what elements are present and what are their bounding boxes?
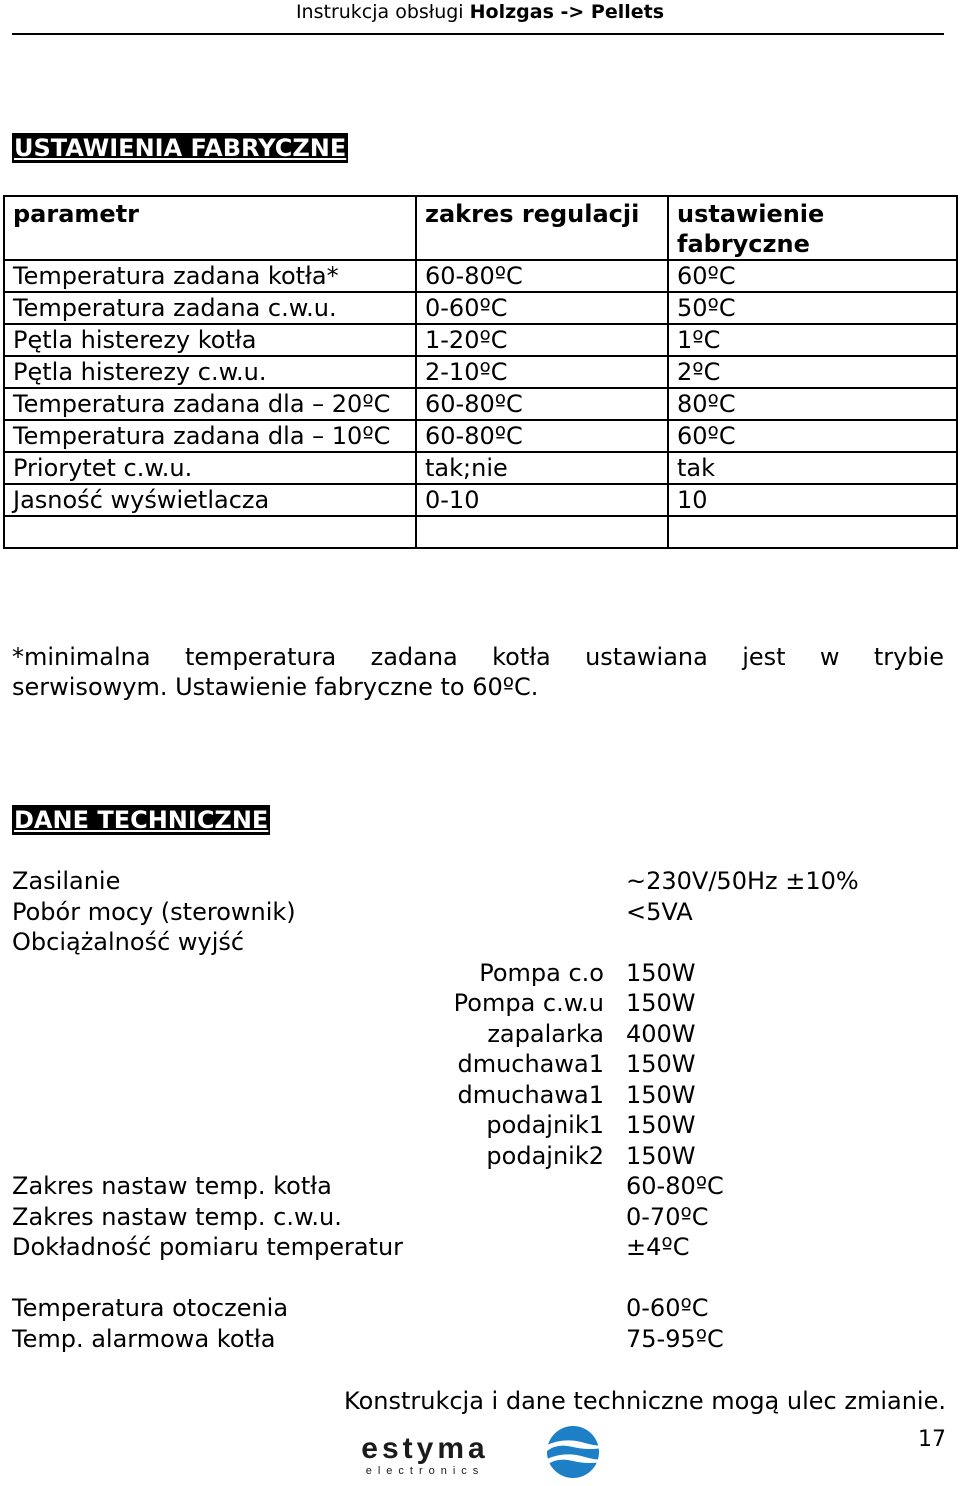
output-value: 150W	[626, 989, 696, 1017]
spacer	[12, 1263, 944, 1294]
note-word: jest	[742, 643, 786, 671]
output-row	[12, 1141, 944, 1172]
param-cell: Pętla histerezy c.w.u.	[4, 356, 416, 388]
output-name: dmuchawa1	[457, 1080, 604, 1109]
output-value: 400W	[626, 1019, 696, 1048]
header-rule	[12, 33, 944, 35]
tech-value: 75-95ºC	[626, 1324, 724, 1353]
output-value: 150W	[626, 1141, 696, 1170]
tech-label: Pobór mocy (sterownik)	[12, 897, 296, 926]
output-name: Pompa c.o	[479, 958, 604, 987]
tech-label: Dokładność pomiaru temperatur	[12, 1233, 404, 1261]
output-name: podajnik2	[486, 1141, 604, 1170]
empty-cell	[668, 516, 957, 548]
column-header-parametr: parametr	[4, 196, 416, 260]
table-row	[4, 484, 957, 516]
table-row	[4, 388, 957, 420]
output-value: 150W	[626, 1050, 696, 1078]
page-header	[0, 0, 960, 30]
tech-label: Obciążalność wyjść	[12, 928, 245, 956]
range-cell: 60-80ºC	[416, 420, 668, 452]
output-name: dmuchawa1	[457, 1050, 604, 1078]
note-line-1	[12, 642, 944, 672]
tech-value: ±4ºC	[626, 1233, 690, 1261]
default-cell: 80ºC	[668, 388, 957, 420]
tech-label: Zasilanie	[12, 867, 121, 895]
param-cell: Temperatura zadana dla – 20ºC	[4, 388, 416, 420]
default-cell: 50ºC	[668, 292, 957, 324]
tech-row-dokladnosc	[12, 1232, 944, 1263]
default-cell: tak	[668, 452, 957, 484]
default-cell: 2ºC	[668, 356, 957, 388]
tech-label: Temperatura otoczenia	[12, 1294, 289, 1322]
tech-row-otoczenie	[12, 1293, 944, 1324]
logo-main-text: estyma	[361, 1432, 489, 1465]
tech-row-alarm	[12, 1324, 944, 1355]
output-name: zapalarka	[487, 1019, 604, 1048]
param-cell: Pętla histerezy kotła	[4, 324, 416, 356]
range-cell: 0-10	[416, 484, 668, 516]
table-header-row	[4, 196, 957, 260]
tech-data-title: DANE TECHNICZNE	[14, 806, 269, 834]
output-row	[12, 988, 944, 1019]
factory-settings-title: USTAWIENIA FABRYCZNE	[14, 134, 347, 162]
range-cell: tak;nie	[416, 452, 668, 484]
output-value: 150W	[626, 958, 696, 987]
disclaimer: Konstrukcja i dane techniczne mogą ulec zmianie.	[344, 1387, 946, 1415]
page-number: 17	[918, 1427, 946, 1452]
note-word: temperatura	[184, 643, 337, 671]
factory-settings-table	[3, 195, 958, 549]
range-cell: 60-80ºC	[416, 388, 668, 420]
default-cell: 60ºC	[668, 260, 957, 292]
output-name: podajnik1	[486, 1111, 604, 1139]
param-cell: Temperatura zadana dla – 10ºC	[4, 420, 416, 452]
header-prefix: Instrukcja obsługi	[295, 1, 470, 23]
empty-table-row	[4, 516, 957, 548]
tech-value: ~230V/50Hz ±10%	[626, 867, 859, 895]
tech-value: 60-80ºC	[626, 1172, 724, 1200]
table-row	[4, 292, 957, 324]
column-header-ustawienie: ustawienie fabryczne	[668, 196, 957, 260]
tech-value: <5VA	[626, 897, 693, 926]
param-cell: Temperatura zadana kotła*	[4, 260, 416, 292]
tech-row-zakres-kotla	[12, 1171, 944, 1202]
note-word: kotła	[492, 643, 551, 671]
range-cell: 2-10ºC	[416, 356, 668, 388]
output-row	[12, 1049, 944, 1080]
tech-label: Zakres nastaw temp. c.w.u.	[12, 1202, 342, 1231]
column-header-zakres: zakres regulacji	[416, 196, 668, 260]
table-row	[4, 260, 957, 292]
note-word: *minimalna	[12, 643, 151, 671]
default-cell: 60ºC	[668, 420, 957, 452]
empty-cell	[4, 516, 416, 548]
note-word: w	[819, 643, 840, 671]
tech-value: 0-70ºC	[626, 1202, 709, 1231]
output-value: 150W	[626, 1080, 696, 1109]
note-word: ustawiana	[585, 643, 708, 671]
param-cell: Jasność wyświetlacza	[4, 484, 416, 516]
param-cell: Temperatura zadana c.w.u.	[4, 292, 416, 324]
range-cell: 60-80ºC	[416, 260, 668, 292]
empty-cell	[416, 516, 668, 548]
estyma-wave-logo-icon	[545, 1423, 609, 1481]
logo-sub-text: electronics	[365, 1465, 485, 1477]
table-row	[4, 324, 957, 356]
note-word: zadana	[370, 643, 458, 671]
estyma-logo	[325, 1430, 525, 1478]
table-row	[4, 452, 957, 484]
output-value: 150W	[626, 1111, 696, 1139]
range-cell: 1-20ºC	[416, 324, 668, 356]
default-cell: 1ºC	[668, 324, 957, 356]
tech-value: 0-60ºC	[626, 1294, 709, 1322]
output-row	[12, 1080, 944, 1111]
table-row	[4, 420, 957, 452]
tech-row-zasilanie	[12, 866, 944, 897]
output-row	[12, 1019, 944, 1050]
default-cell: 10	[668, 484, 957, 516]
tech-row-pobor	[12, 897, 944, 928]
output-name: Pompa c.w.u	[453, 989, 604, 1017]
tech-data-list	[12, 866, 944, 1354]
factory-note	[12, 642, 944, 702]
note-word: trybie	[873, 643, 944, 671]
output-row	[12, 958, 944, 989]
tech-label: Temp. alarmowa kotła	[12, 1324, 276, 1353]
header-brand: Holzgas -> Pellets	[469, 1, 665, 23]
output-row	[12, 1110, 944, 1141]
range-cell: 0-60ºC	[416, 292, 668, 324]
tech-row-obciazalnosc	[12, 927, 944, 958]
tech-label: Zakres nastaw temp. kotła	[12, 1172, 332, 1200]
note-line-2: serwisowym. Ustawienie fabryczne to 60ºC.	[12, 673, 539, 701]
param-cell: Priorytet c.w.u.	[4, 452, 416, 484]
tech-row-zakres-cwu	[12, 1202, 944, 1233]
table-row	[4, 356, 957, 388]
